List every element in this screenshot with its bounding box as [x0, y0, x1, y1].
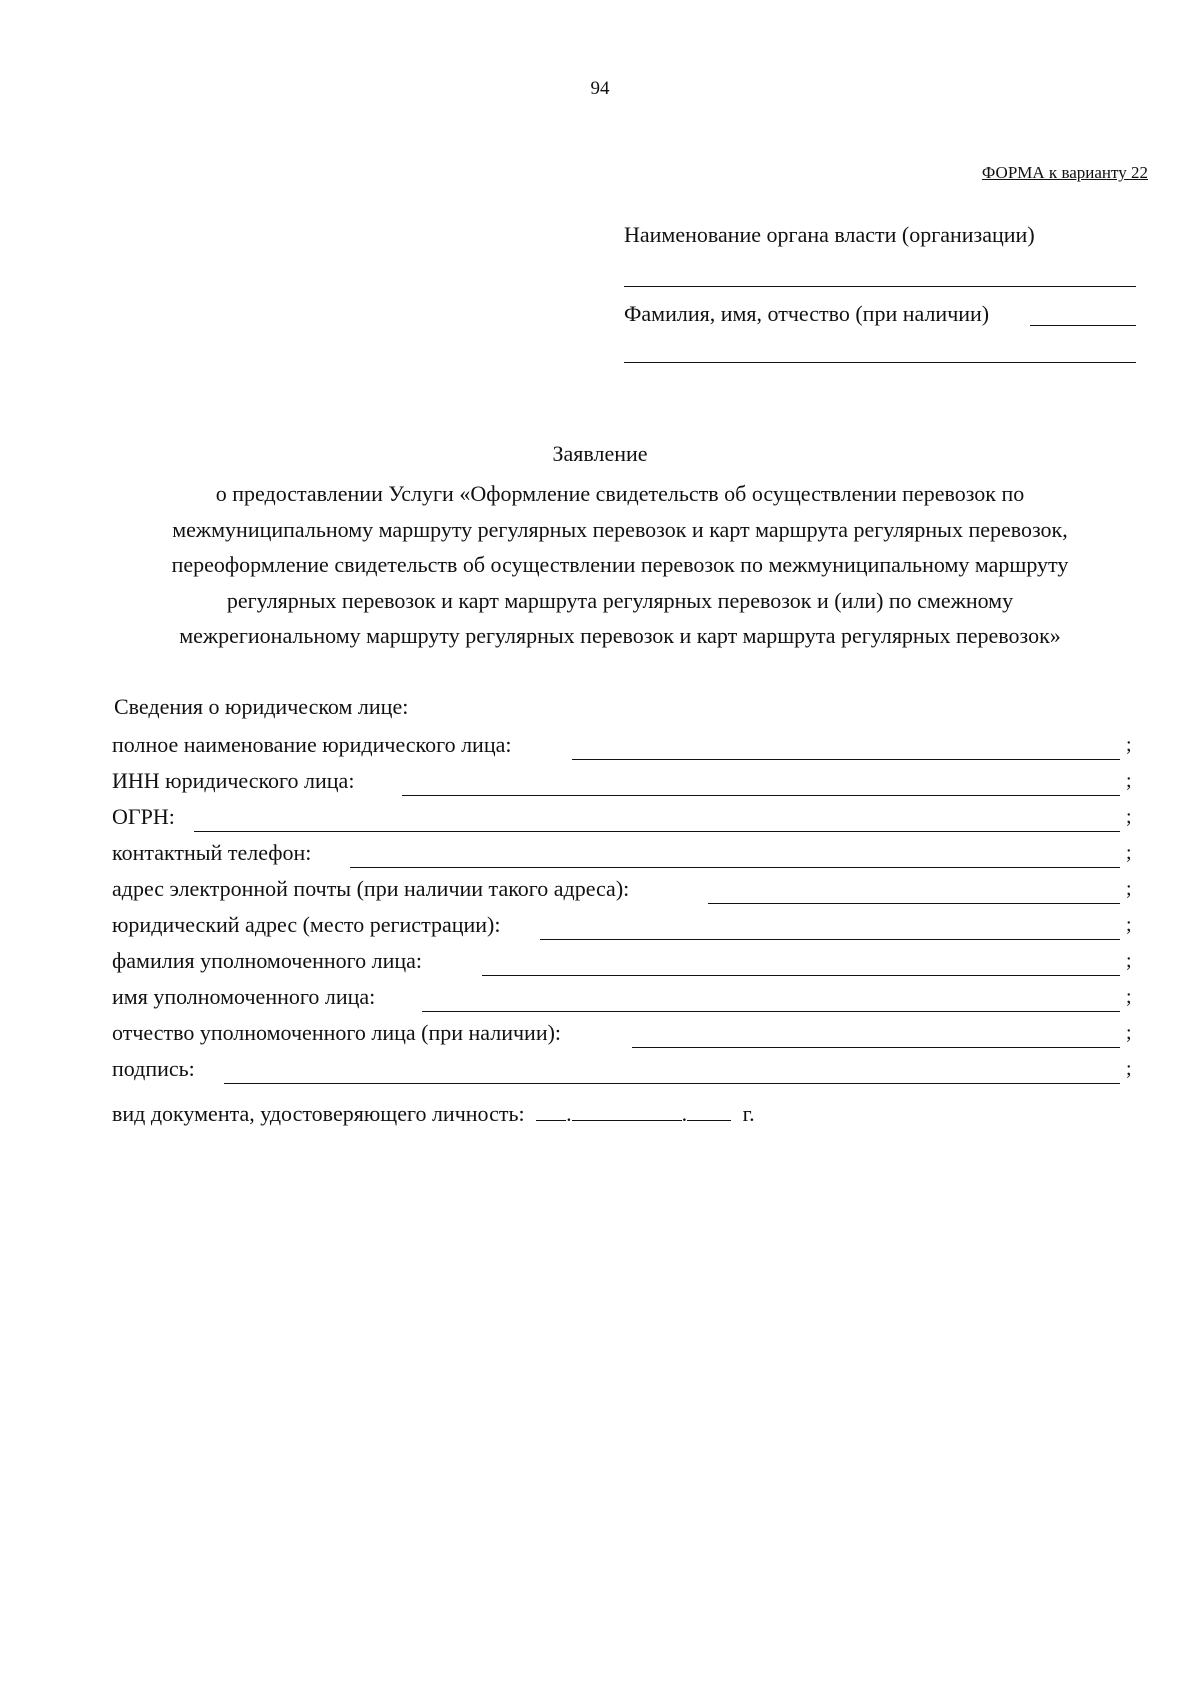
- id-document-day-input[interactable]: [536, 1102, 566, 1121]
- authority-name-field[interactable]: [624, 286, 1136, 287]
- full-name-row: [112, 732, 1142, 768]
- person-name-label: Фамилия, имя, отчество (при наличии): [624, 301, 990, 326]
- field-terminator: ;: [1126, 842, 1132, 864]
- field-terminator: ;: [1126, 950, 1132, 972]
- subtitle-line: переоформление свидетельств об осуществлении перевозок по межмуниципальному маршруту: [171, 552, 1069, 577]
- surname-label: фамилия уполномоченного лица:: [112, 948, 423, 973]
- phone-label: контактный телефон:: [112, 840, 312, 865]
- field-terminator: ;: [1126, 914, 1132, 936]
- legal-entity-heading: Сведения о юридическом лице:: [114, 694, 409, 719]
- field-terminator: ;: [1126, 986, 1132, 1008]
- inn-input[interactable]: [402, 795, 1120, 796]
- field-terminator: ;: [1126, 1058, 1132, 1080]
- authority-name-label: Наименование органа власти (организации): [624, 222, 1035, 247]
- ogrn-row: [112, 804, 1142, 840]
- legal-address-row: [112, 912, 1142, 948]
- legal-address-label: юридический адрес (место регистрации):: [112, 912, 501, 937]
- patronymic-row: [112, 1020, 1142, 1056]
- person-name-field-inline[interactable]: [1030, 325, 1136, 326]
- field-terminator: ;: [1126, 806, 1132, 828]
- id-document-row: [112, 1101, 755, 1127]
- email-row: [112, 876, 1142, 912]
- field-terminator: ;: [1126, 734, 1132, 756]
- email-input[interactable]: [708, 903, 1120, 904]
- signature-input[interactable]: [224, 1083, 1120, 1084]
- first-name-row: [112, 984, 1142, 1020]
- legal-address-input[interactable]: [540, 939, 1120, 940]
- subtitle-line: регулярных перевозок и карт маршрута регулярных перевозок и (или) по смежному: [226, 587, 1014, 613]
- first-name-input[interactable]: [422, 1011, 1120, 1012]
- email-label: адрес электронной почты (при наличии такого адреса):: [112, 876, 630, 901]
- subtitle-line: межрегиональному маршруту регулярных перевозок и карт маршрута регулярных перевозок»: [179, 623, 1061, 648]
- inn-label: ИНН юридического лица:: [112, 768, 355, 793]
- subtitle-line: о предоставлении Услуги «Оформление свидетельств об осуществлении перевозок по: [215, 481, 1025, 506]
- signature-label: подпись:: [112, 1056, 195, 1081]
- person-name-field[interactable]: [624, 362, 1136, 363]
- date-separator: .: [681, 1101, 688, 1126]
- year-suffix: г.: [742, 1101, 755, 1126]
- date-separator: .: [566, 1101, 572, 1126]
- document-subtitle: [100, 476, 1140, 654]
- field-terminator: ;: [1126, 1022, 1132, 1044]
- id-document-label: вид документа, удостоверяющего личность:: [112, 1101, 525, 1126]
- phone-row: [112, 840, 1142, 876]
- full-name-input[interactable]: [572, 759, 1120, 760]
- phone-input[interactable]: [350, 867, 1120, 868]
- ogrn-label: ОГРН:: [112, 804, 175, 829]
- page-number: 94: [590, 78, 610, 99]
- ogrn-input[interactable]: [194, 831, 1120, 832]
- first-name-label: имя уполномоченного лица:: [112, 984, 376, 1009]
- document-title: Заявление: [552, 441, 648, 466]
- id-document-year-input[interactable]: [687, 1102, 731, 1121]
- surname-row: [112, 948, 1142, 984]
- field-terminator: ;: [1126, 770, 1132, 792]
- id-document-month-input[interactable]: [572, 1102, 682, 1121]
- signature-row: [112, 1056, 1142, 1092]
- patronymic-input[interactable]: [632, 1047, 1120, 1048]
- surname-input[interactable]: [482, 975, 1120, 976]
- patronymic-label: отчество уполномоченного лица (при наличии):: [112, 1020, 562, 1045]
- inn-row: [112, 768, 1142, 804]
- field-terminator: ;: [1126, 878, 1132, 900]
- subtitle-line: межмуниципальному маршруту регулярных перевозок и карт маршрута регулярных перевозок,: [172, 516, 1068, 542]
- full-name-label: полное наименование юридического лица:: [112, 732, 512, 757]
- form-variant-label: ФОРМА к варианту 22: [981, 163, 1148, 182]
